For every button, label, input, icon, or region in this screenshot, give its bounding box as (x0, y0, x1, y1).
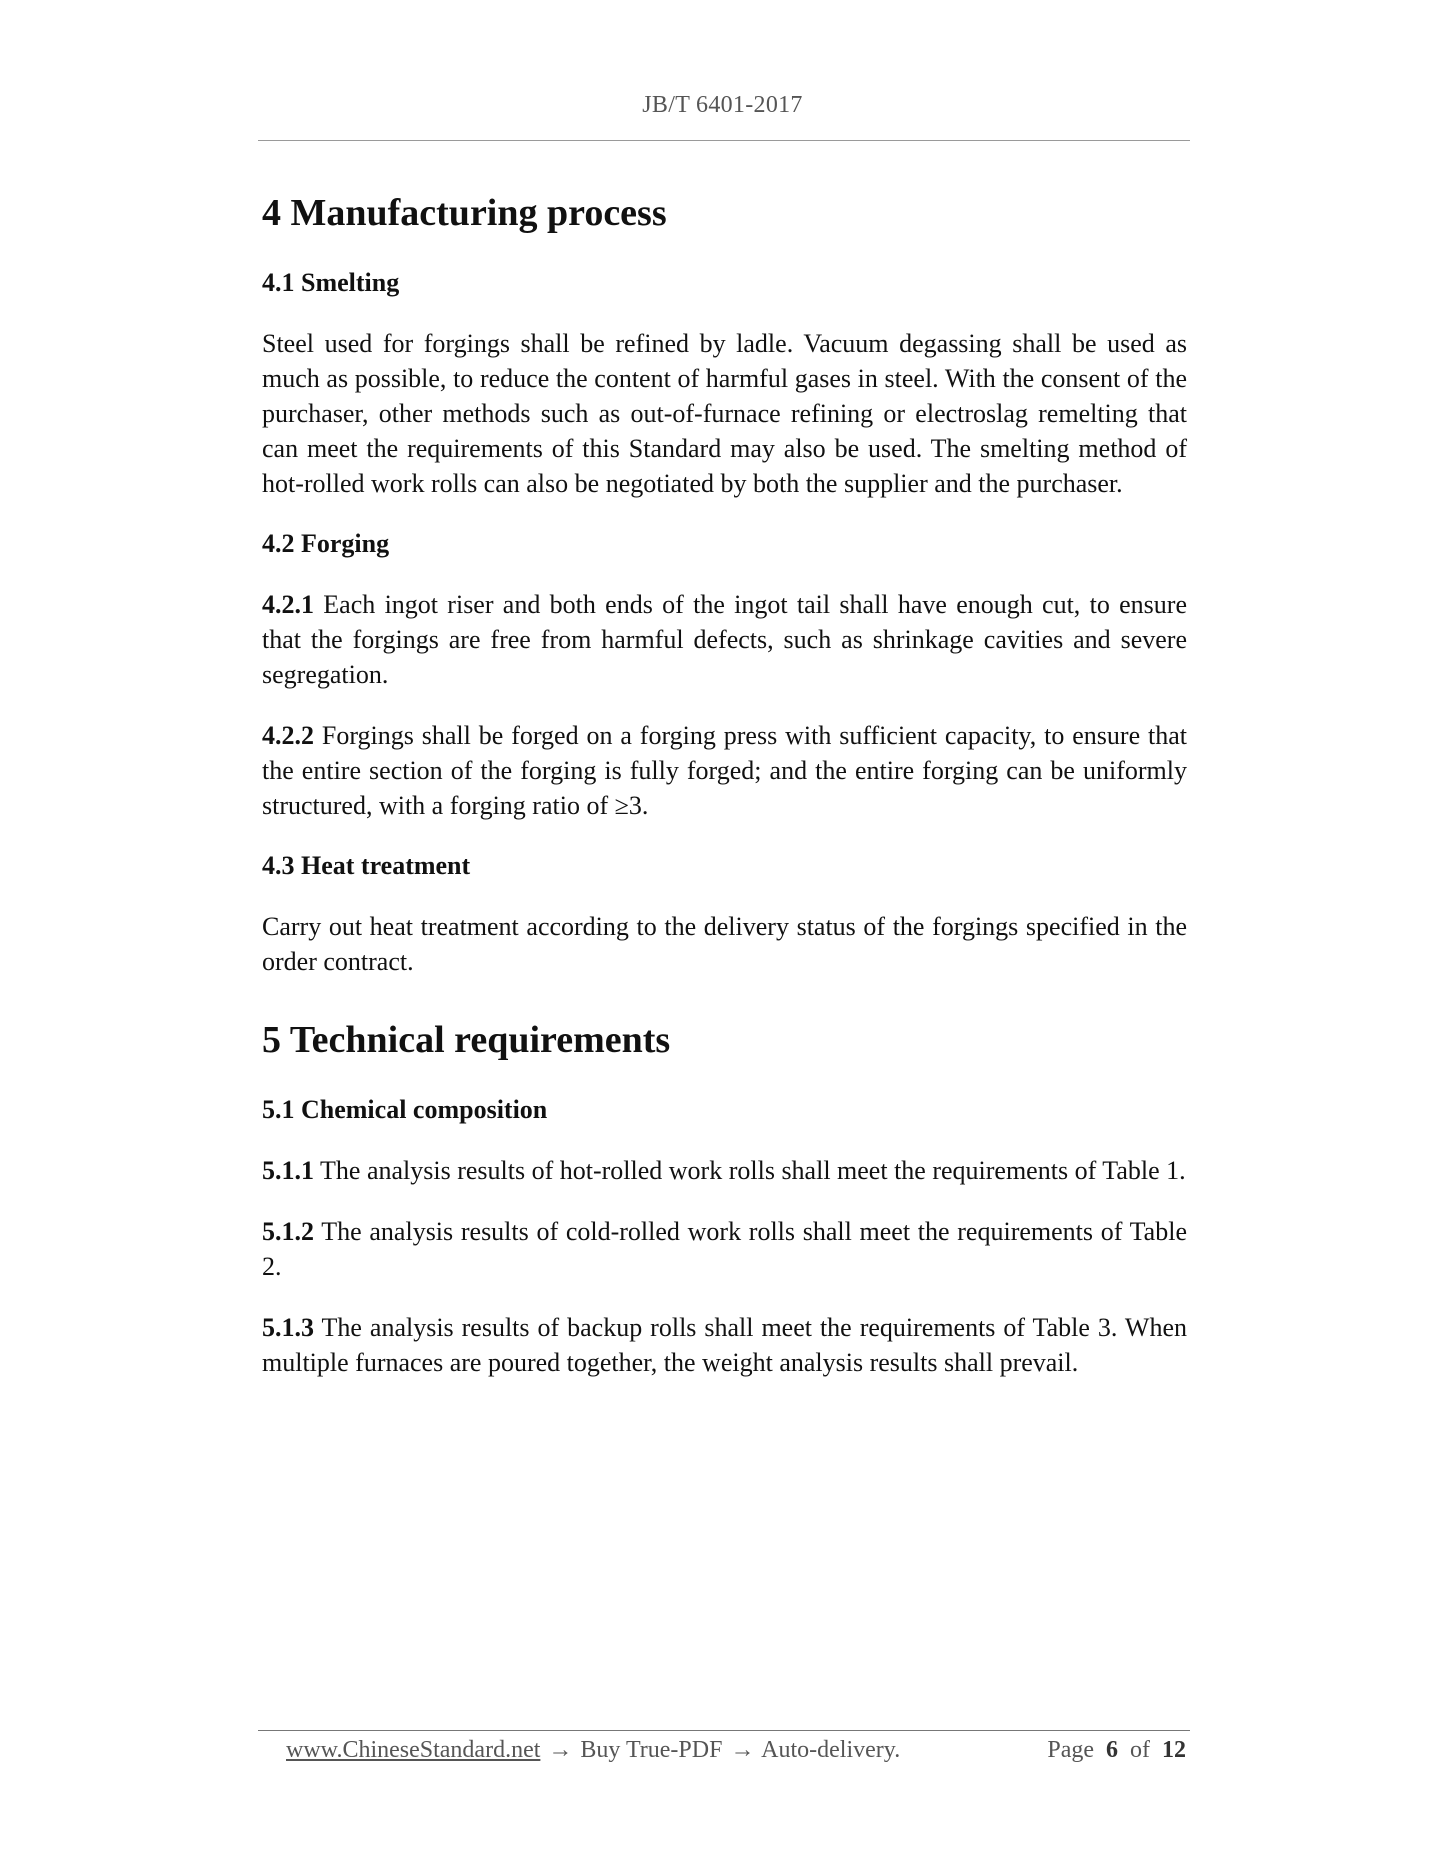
header-divider (258, 140, 1190, 141)
section-4-3-heading: 4.3 Heat treatment (262, 851, 471, 880)
clause-text: The analysis results of backup rolls shall meet the requirements of Table 3. When multiple furnaces are poured together, the weight analysis results shall prevail. (262, 1313, 1187, 1377)
clause-number: 5.1.1 (262, 1156, 314, 1185)
clause-4-2-2 (262, 718, 1187, 823)
clause-5-1-1 (262, 1153, 1187, 1188)
clause-number: 5.1.2 (262, 1217, 314, 1246)
page-label: Page (1047, 1737, 1094, 1763)
clause-text: The analysis results of hot-rolled work rolls shall meet the requirements of Table 1. (314, 1156, 1186, 1185)
section-4-1-paragraph: Steel used for forgings shall be refined by ladle. Vacuum degassing shall be used as much as possible, to reduce the content of harmful gases in steel. With the consent of the purchaser, other methods such as out-of-furnace refining or electroslag remelting that can meet the requirements of this Standard may also be used. The smelting method of hot-rolled work rolls can also be negotiated by both the supplier and the purchaser. (262, 329, 1187, 498)
clause-number: 4.2.1 (262, 590, 314, 619)
auto-delivery-text: Auto-delivery. (761, 1737, 901, 1763)
page-footer (286, 1733, 1186, 1767)
footer-promo (286, 1733, 900, 1767)
clause-number: 5.1.3 (262, 1313, 314, 1342)
footer-divider (258, 1730, 1190, 1731)
clause-text: Forgings shall be forged on a forging press with sufficient capacity, to ensure that the entire section of the forging is fully forged; and the entire forging can be uniformly structured, with a forging ratio of ≥3. (262, 721, 1187, 820)
section-4-1-heading: 4.1 Smelting (262, 268, 400, 297)
clause-4-2-1 (262, 587, 1187, 692)
running-header: JB/T 6401-2017 (642, 92, 803, 118)
clause-5-1-2 (262, 1214, 1187, 1284)
arrow-right-icon: → (548, 1737, 573, 1763)
clause-5-1-3 (262, 1310, 1187, 1380)
clause-text: The analysis results of cold-rolled work rolls shall meet the requirements of Table 2. (262, 1217, 1187, 1281)
page-total: 12 (1162, 1737, 1186, 1763)
section-5-heading: 5 Technical requirements (262, 1019, 671, 1061)
page-content (262, 190, 1187, 1380)
section-4-2-heading: 4.2 Forging (262, 529, 390, 558)
section-5-1-heading: 5.1 Chemical composition (262, 1095, 548, 1124)
section-4-heading: 4 Manufacturing process (262, 192, 667, 234)
clause-number: 4.2.2 (262, 721, 314, 750)
website-link[interactable]: www.ChineseStandard.net (286, 1737, 541, 1763)
buy-pdf-text: Buy True-PDF (580, 1737, 723, 1763)
arrow-right-icon: → (730, 1737, 755, 1763)
page-current: 6 (1106, 1737, 1118, 1763)
section-4-3-paragraph: Carry out heat treatment according to the delivery status of the forgings specified in the order contract. (262, 912, 1187, 976)
clause-text: Each ingot riser and both ends of the ingot tail shall have enough cut, to ensure that the forgings are free from harmful defects, such as shrinkage cavities and severe segregation. (262, 590, 1187, 689)
page-number (1047, 1733, 1186, 1767)
of-label: of (1130, 1737, 1150, 1763)
